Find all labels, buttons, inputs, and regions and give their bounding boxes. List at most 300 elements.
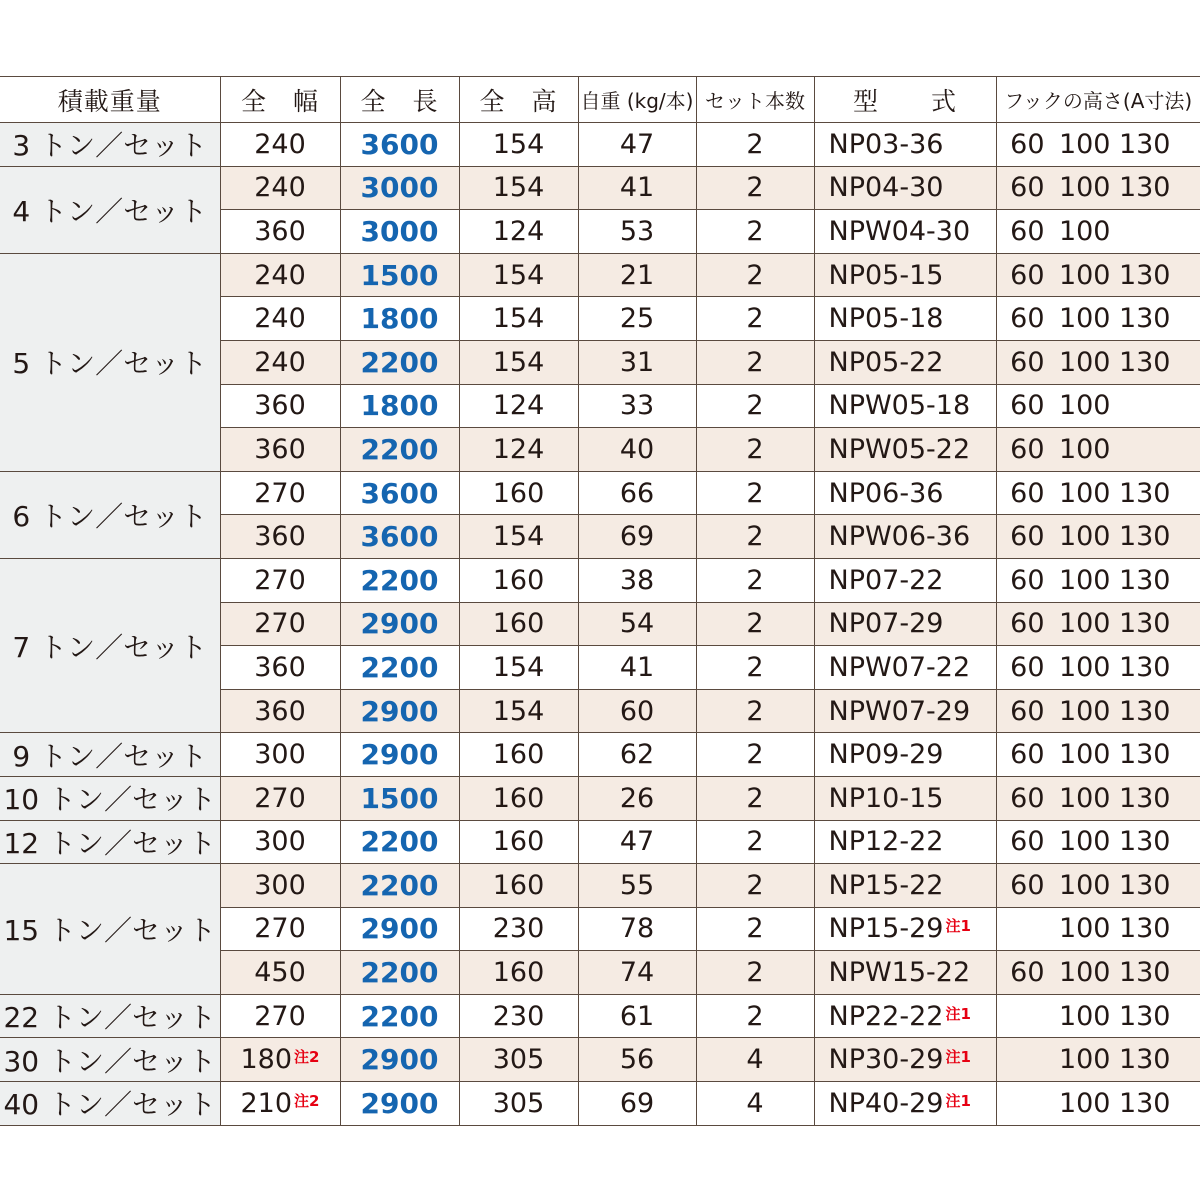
width-cell (220, 951, 340, 995)
width-value: 270 (254, 782, 306, 814)
hook-height-value: 100 (1058, 521, 1111, 553)
model-value: NP40-29 (828, 1087, 944, 1119)
width-cell (220, 689, 340, 733)
hook-height-value: 130 (1118, 303, 1171, 335)
hook-height-value: 130 (1118, 695, 1171, 727)
model-cell (814, 1038, 996, 1082)
model-value: NP05-15 (828, 259, 944, 291)
model-value: NPW06-36 (828, 521, 971, 553)
header-hook-height: フックの高さ(A寸法) (996, 77, 1200, 123)
weight-cell: 69 (578, 515, 696, 559)
model-value: NP07-29 (828, 608, 944, 640)
hook-height-value: 60 (1010, 128, 1045, 160)
height-cell: 154 (459, 253, 578, 297)
width-value: 360 (254, 651, 306, 683)
width-cell (220, 297, 340, 341)
set-count-cell: 2 (696, 428, 814, 472)
hook-height-value: 100 (1058, 346, 1111, 378)
weight-cell: 33 (578, 384, 696, 428)
length-cell: 3000 (340, 210, 459, 254)
load-capacity-cell: 7 トン／セット (0, 558, 220, 732)
table-row (0, 558, 1200, 602)
height-cell: 124 (459, 384, 578, 428)
set-count-cell: 4 (696, 1082, 814, 1126)
set-count-cell: 2 (696, 471, 814, 515)
table-row (0, 123, 1200, 167)
hook-height-value: 60 (1010, 695, 1045, 727)
weight-cell: 60 (578, 689, 696, 733)
load-capacity-cell: 30 トン／セット (0, 1038, 220, 1082)
width-cell (220, 1082, 340, 1126)
table-row (0, 733, 1200, 777)
hook-height-value: 60 (1010, 651, 1045, 683)
length-cell: 2900 (340, 907, 459, 951)
height-cell: 230 (459, 907, 578, 951)
width-value: 360 (254, 390, 306, 422)
width-cell (220, 166, 340, 210)
width-cell (220, 384, 340, 428)
hook-height-cell (996, 1082, 1200, 1126)
width-value: 180 (240, 1044, 293, 1076)
height-cell: 154 (459, 340, 578, 384)
hook-height-value: 100 (1058, 172, 1111, 204)
length-cell: 2900 (340, 1082, 459, 1126)
width-value: 240 (254, 259, 306, 291)
hook-height-value: 130 (1118, 1087, 1171, 1119)
height-cell: 154 (459, 123, 578, 167)
width-value: 270 (254, 1000, 306, 1032)
hook-height-value: 130 (1118, 869, 1171, 901)
note-mark: 注2 (294, 1048, 320, 1067)
hook-height-cell (996, 166, 1200, 210)
model-cell (814, 951, 996, 995)
hook-height-value: 130 (1118, 128, 1171, 160)
set-count-cell: 2 (696, 253, 814, 297)
model-cell (814, 471, 996, 515)
model-cell (814, 515, 996, 559)
weight-cell: 54 (578, 602, 696, 646)
hook-height-cell (996, 1038, 1200, 1082)
height-cell: 230 (459, 994, 578, 1038)
height-cell: 124 (459, 210, 578, 254)
load-capacity-cell: 6 トン／セット (0, 471, 220, 558)
weight-cell: 69 (578, 1082, 696, 1126)
hook-height-value: 100 (1058, 695, 1111, 727)
set-count-cell: 2 (696, 210, 814, 254)
width-value: 360 (254, 695, 306, 727)
width-cell (220, 864, 340, 908)
hook-height-cell (996, 253, 1200, 297)
height-cell: 160 (459, 733, 578, 777)
width-cell (220, 210, 340, 254)
hook-height-value: 100 (1058, 215, 1111, 247)
width-cell (220, 733, 340, 777)
table-row (0, 820, 1200, 864)
header-model: 型 式 (814, 77, 996, 123)
model-value: NPW04-30 (828, 215, 971, 247)
hook-height-value: 60 (1010, 957, 1045, 989)
set-count-cell: 2 (696, 340, 814, 384)
model-value: NP04-30 (828, 172, 944, 204)
height-cell: 124 (459, 428, 578, 472)
hook-height-value: 60 (1010, 433, 1045, 465)
model-value: NP09-29 (828, 739, 944, 771)
set-count-cell: 2 (696, 820, 814, 864)
hook-height-cell (996, 907, 1200, 951)
model-cell (814, 776, 996, 820)
height-cell: 160 (459, 558, 578, 602)
hook-height-value: 130 (1118, 259, 1171, 291)
set-count-cell: 2 (696, 733, 814, 777)
hook-height-value: 130 (1118, 521, 1171, 553)
hook-height-cell (996, 428, 1200, 472)
width-cell (220, 776, 340, 820)
header-row (0, 77, 1200, 123)
set-count-cell: 2 (696, 123, 814, 167)
height-cell: 160 (459, 820, 578, 864)
header-load: 積載重量 (0, 77, 220, 123)
weight-cell: 78 (578, 907, 696, 951)
hook-height-value: 100 (1058, 739, 1111, 771)
model-value: NP05-18 (828, 303, 944, 335)
set-count-cell: 2 (696, 776, 814, 820)
hook-height-value: 130 (1118, 346, 1171, 378)
height-cell: 160 (459, 471, 578, 515)
model-cell (814, 907, 996, 951)
note-mark: 注2 (294, 1091, 320, 1110)
model-value: NP06-36 (828, 477, 944, 509)
set-count-cell: 2 (696, 994, 814, 1038)
load-capacity-cell: 3 トン／セット (0, 123, 220, 167)
hook-height-value: 60 (1010, 477, 1045, 509)
model-value: NP07-22 (828, 564, 944, 596)
weight-cell: 53 (578, 210, 696, 254)
model-cell (814, 994, 996, 1038)
table-body (0, 123, 1200, 1126)
model-value: NP05-22 (828, 346, 944, 378)
height-cell: 154 (459, 646, 578, 690)
hook-height-value: 130 (1118, 1000, 1171, 1032)
hook-height-value: 60 (1010, 172, 1045, 204)
load-capacity-cell: 12 トン／セット (0, 820, 220, 864)
length-cell: 2200 (340, 428, 459, 472)
weight-cell: 38 (578, 558, 696, 602)
width-value: 210 (240, 1087, 293, 1119)
height-cell: 160 (459, 864, 578, 908)
hook-height-value: 100 (1058, 259, 1111, 291)
height-cell: 160 (459, 602, 578, 646)
model-cell (814, 864, 996, 908)
hook-height-cell (996, 384, 1200, 428)
width-value: 360 (254, 433, 306, 465)
load-capacity-cell: 10 トン／セット (0, 776, 220, 820)
height-cell: 305 (459, 1082, 578, 1126)
hook-height-cell (996, 515, 1200, 559)
width-value: 270 (254, 477, 306, 509)
model-cell (814, 820, 996, 864)
header-count: セット本数 (696, 77, 814, 123)
table-row (0, 166, 1200, 210)
length-cell: 2200 (340, 340, 459, 384)
width-cell (220, 820, 340, 864)
header-width: 全 幅 (220, 77, 340, 123)
model-value: NP15-22 (828, 869, 944, 901)
width-value: 240 (254, 346, 306, 378)
table-row (0, 1082, 1200, 1126)
set-count-cell: 2 (696, 646, 814, 690)
width-value: 240 (254, 303, 306, 335)
width-value: 240 (254, 128, 306, 160)
table-row (0, 776, 1200, 820)
model-value: NP22-22 (828, 1000, 944, 1032)
hook-height-value: 100 (1058, 869, 1111, 901)
table-row (0, 994, 1200, 1038)
hook-height-cell (996, 123, 1200, 167)
model-cell (814, 689, 996, 733)
set-count-cell: 2 (696, 951, 814, 995)
set-count-cell: 2 (696, 166, 814, 210)
width-value: 300 (254, 869, 306, 901)
height-cell: 305 (459, 1038, 578, 1082)
load-capacity-cell: 22 トン／セット (0, 994, 220, 1038)
model-value: NP10-15 (828, 782, 944, 814)
hook-height-cell (996, 733, 1200, 777)
length-cell: 2200 (340, 646, 459, 690)
hook-height-value: 100 (1058, 303, 1111, 335)
model-cell (814, 384, 996, 428)
hook-height-value: 60 (1010, 303, 1045, 335)
length-cell: 3000 (340, 166, 459, 210)
hook-height-value: 130 (1118, 608, 1171, 640)
weight-cell: 41 (578, 646, 696, 690)
hook-height-value: 100 (1058, 433, 1111, 465)
weight-cell: 74 (578, 951, 696, 995)
model-value: NP30-29 (828, 1044, 944, 1076)
model-cell (814, 558, 996, 602)
hook-height-value: 130 (1118, 739, 1171, 771)
table-header (0, 77, 1200, 123)
hook-height-value: 130 (1118, 782, 1171, 814)
load-capacity-cell: 4 トン／セット (0, 166, 220, 253)
hook-height-value: 100 (1058, 564, 1111, 596)
model-cell (814, 428, 996, 472)
length-cell: 2200 (340, 994, 459, 1038)
width-value: 300 (254, 826, 306, 858)
hook-height-value: 60 (1010, 390, 1045, 422)
load-capacity-cell: 9 トン／セット (0, 733, 220, 777)
hook-height-cell (996, 471, 1200, 515)
hook-height-value: 60 (1010, 521, 1045, 553)
hook-height-value: 60 (1010, 782, 1045, 814)
set-count-cell: 2 (696, 515, 814, 559)
hook-height-value: 60 (1010, 869, 1045, 901)
hook-height-cell (996, 776, 1200, 820)
hook-height-value: 60 (1010, 215, 1045, 247)
set-count-cell: 2 (696, 558, 814, 602)
hook-height-value: 130 (1118, 826, 1171, 858)
set-count-cell: 2 (696, 864, 814, 908)
hook-height-value: 60 (1010, 739, 1045, 771)
set-count-cell: 2 (696, 297, 814, 341)
weight-cell: 31 (578, 340, 696, 384)
hook-height-cell (996, 340, 1200, 384)
hook-height-value: 100 (1058, 608, 1111, 640)
spec-table (0, 76, 1200, 1126)
hook-height-cell (996, 297, 1200, 341)
width-value: 300 (254, 739, 306, 771)
model-value: NPW05-18 (828, 390, 971, 422)
table-row (0, 253, 1200, 297)
length-cell: 2900 (340, 689, 459, 733)
hook-height-cell (996, 646, 1200, 690)
hook-height-value: 130 (1118, 1044, 1171, 1076)
hook-height-cell (996, 951, 1200, 995)
weight-cell: 26 (578, 776, 696, 820)
length-cell: 2200 (340, 558, 459, 602)
length-cell: 1800 (340, 384, 459, 428)
hook-height-value: 100 (1058, 390, 1111, 422)
weight-cell: 41 (578, 166, 696, 210)
weight-cell: 25 (578, 297, 696, 341)
hook-height-value: 100 (1058, 1000, 1111, 1032)
hook-height-value: 100 (1058, 651, 1111, 683)
hook-height-cell (996, 820, 1200, 864)
width-cell (220, 602, 340, 646)
table-row (0, 471, 1200, 515)
width-value: 270 (254, 564, 306, 596)
weight-cell: 56 (578, 1038, 696, 1082)
length-cell: 2900 (340, 1038, 459, 1082)
weight-cell: 21 (578, 253, 696, 297)
hook-height-cell (996, 864, 1200, 908)
hook-height-value: 130 (1118, 477, 1171, 509)
hook-height-value: 100 (1058, 477, 1111, 509)
length-cell: 1800 (340, 297, 459, 341)
length-cell: 3600 (340, 123, 459, 167)
height-cell: 154 (459, 297, 578, 341)
model-cell (814, 733, 996, 777)
width-cell (220, 646, 340, 690)
width-value: 360 (254, 521, 306, 553)
model-cell (814, 297, 996, 341)
length-cell: 2900 (340, 733, 459, 777)
model-value: NP15-29 (828, 913, 944, 945)
model-value: NPW05-22 (828, 433, 971, 465)
model-cell (814, 1082, 996, 1126)
length-cell: 1500 (340, 776, 459, 820)
width-cell (220, 340, 340, 384)
set-count-cell: 2 (696, 689, 814, 733)
width-value: 360 (254, 215, 306, 247)
width-cell (220, 428, 340, 472)
model-value: NPW07-22 (828, 651, 971, 683)
weight-cell: 55 (578, 864, 696, 908)
width-value: 270 (254, 913, 306, 945)
note-mark: 注1 (945, 917, 971, 936)
load-capacity-cell: 15 トン／セット (0, 864, 220, 995)
note-mark: 注1 (945, 1091, 971, 1110)
height-cell: 154 (459, 689, 578, 733)
length-cell: 2900 (340, 602, 459, 646)
width-cell (220, 558, 340, 602)
model-cell (814, 602, 996, 646)
hook-height-value: 60 (1010, 564, 1045, 596)
hook-height-value: 100 (1058, 1044, 1111, 1076)
width-cell (220, 1038, 340, 1082)
model-cell (814, 210, 996, 254)
weight-cell: 47 (578, 123, 696, 167)
set-count-cell: 2 (696, 602, 814, 646)
hook-height-cell (996, 210, 1200, 254)
height-cell: 154 (459, 166, 578, 210)
width-cell (220, 471, 340, 515)
set-count-cell: 4 (696, 1038, 814, 1082)
model-cell (814, 166, 996, 210)
weight-cell: 66 (578, 471, 696, 515)
width-value: 270 (254, 608, 306, 640)
width-value: 450 (254, 957, 306, 989)
hook-height-value: 60 (1010, 259, 1045, 291)
load-capacity-cell: 5 トン／セット (0, 253, 220, 471)
table-row (0, 1038, 1200, 1082)
hook-height-value: 100 (1058, 826, 1111, 858)
model-cell (814, 646, 996, 690)
model-value: NPW07-29 (828, 695, 971, 727)
height-cell: 154 (459, 515, 578, 559)
length-cell: 3600 (340, 515, 459, 559)
model-value: NPW15-22 (828, 957, 971, 989)
height-cell: 160 (459, 951, 578, 995)
width-cell (220, 515, 340, 559)
hook-height-value: 60 (1010, 608, 1045, 640)
hook-height-cell (996, 689, 1200, 733)
hook-height-value: 100 (1058, 1087, 1111, 1119)
weight-cell: 47 (578, 820, 696, 864)
model-value: NP12-22 (828, 826, 944, 858)
width-cell (220, 123, 340, 167)
width-value: 240 (254, 172, 306, 204)
width-cell (220, 907, 340, 951)
hook-height-value: 130 (1118, 564, 1171, 596)
weight-cell: 61 (578, 994, 696, 1038)
length-cell: 1500 (340, 253, 459, 297)
hook-height-value: 60 (1010, 346, 1045, 378)
model-cell (814, 340, 996, 384)
model-cell (814, 253, 996, 297)
length-cell: 2200 (340, 951, 459, 995)
height-cell: 160 (459, 776, 578, 820)
hook-height-value: 100 (1058, 782, 1111, 814)
set-count-cell: 2 (696, 384, 814, 428)
hook-height-value: 130 (1118, 957, 1171, 989)
hook-height-cell (996, 994, 1200, 1038)
length-cell: 2200 (340, 820, 459, 864)
note-mark: 注1 (945, 1004, 971, 1023)
hook-height-value: 60 (1010, 826, 1045, 858)
hook-height-value: 130 (1118, 913, 1171, 945)
set-count-cell: 2 (696, 907, 814, 951)
hook-height-value: 100 (1058, 913, 1111, 945)
hook-height-cell (996, 558, 1200, 602)
length-cell: 3600 (340, 471, 459, 515)
table-row (0, 864, 1200, 908)
weight-cell: 40 (578, 428, 696, 472)
hook-height-value: 100 (1058, 128, 1111, 160)
hook-height-value: 100 (1058, 957, 1111, 989)
length-cell: 2200 (340, 864, 459, 908)
hook-height-value: 130 (1118, 172, 1171, 204)
width-cell (220, 253, 340, 297)
